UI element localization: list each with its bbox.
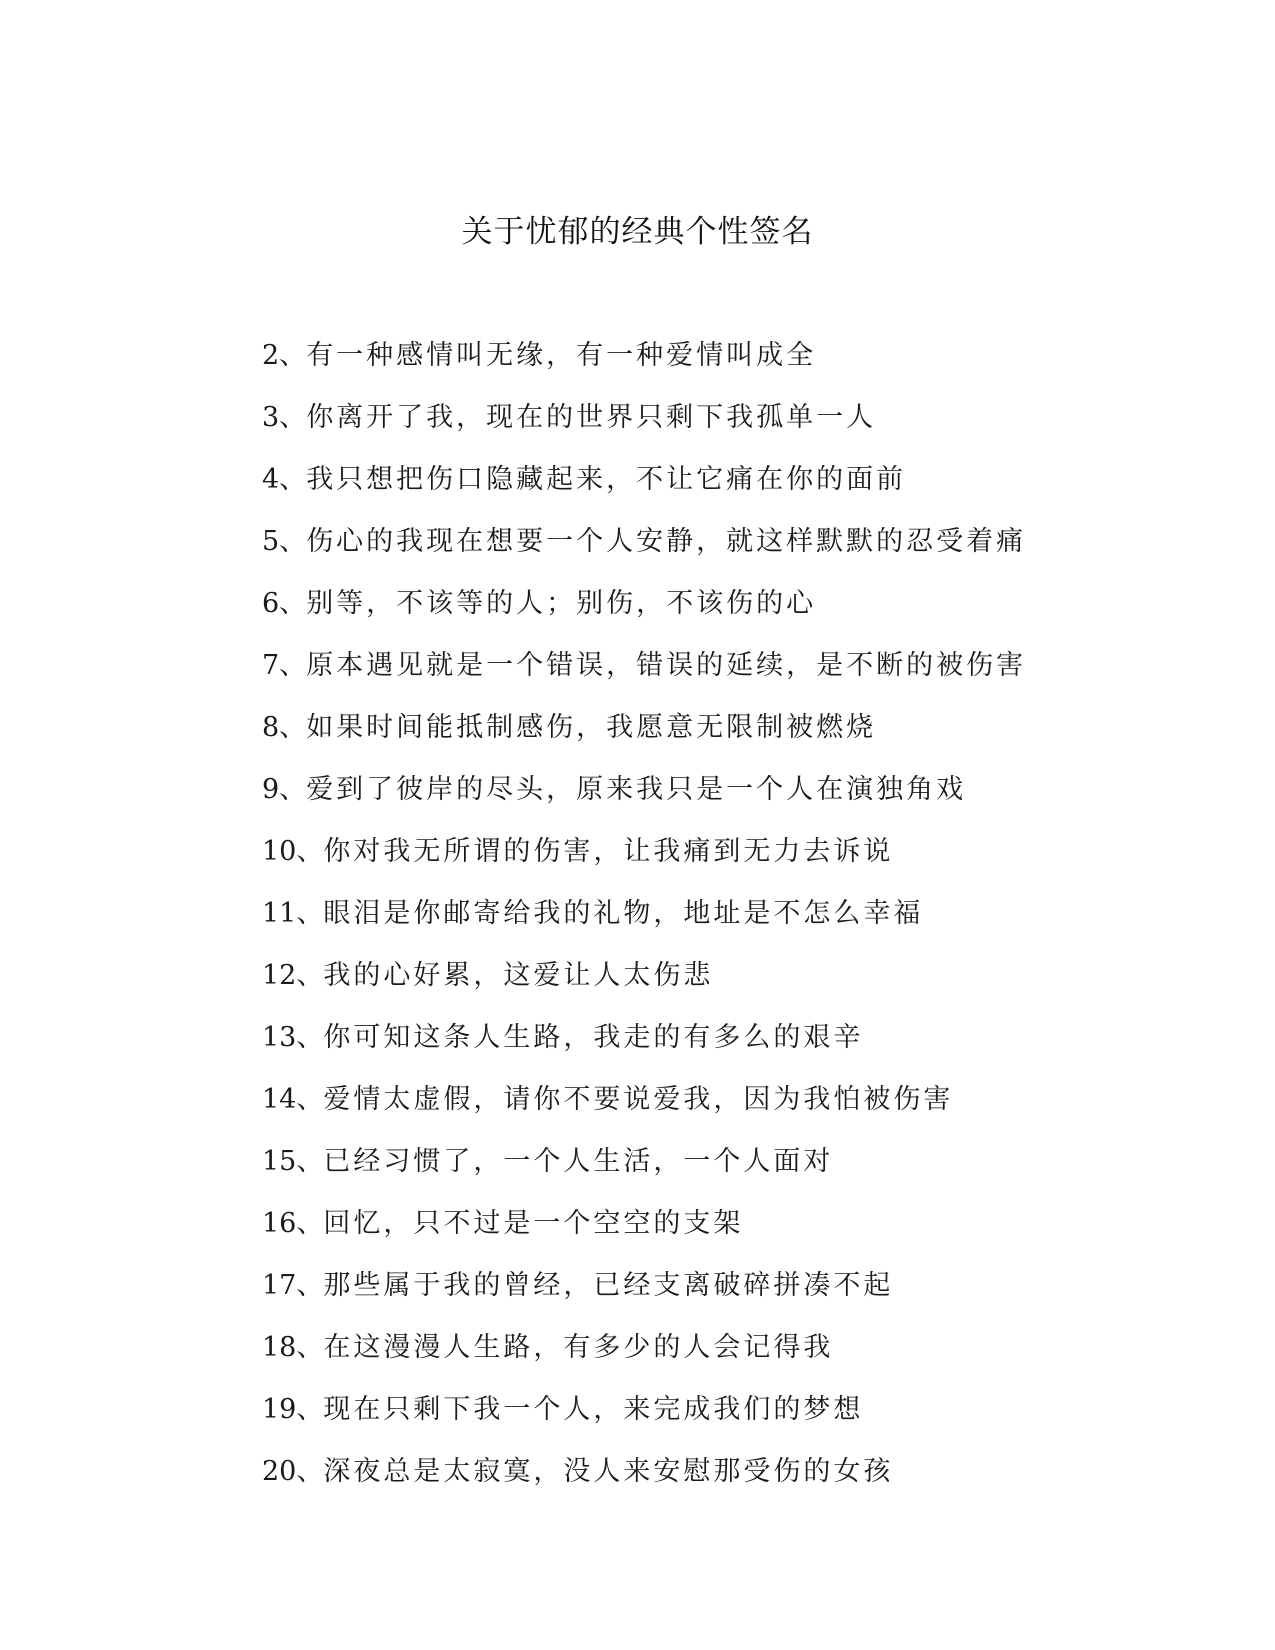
item-number: 2、 (262, 340, 307, 371)
item-text: 你对我无所谓的伤害，让我痛到无力去诉说 (323, 836, 894, 867)
item-number: 16、 (262, 1208, 324, 1239)
item-text: 原本遇见就是一个错误，错误的延续，是不断的被伤害 (306, 650, 1027, 681)
item-text: 眼泪是你邮寄给我的礼物，地址是不怎么幸福 (323, 898, 924, 929)
list-item (262, 759, 1162, 821)
item-number: 10、 (262, 836, 324, 867)
item-number: 11、 (262, 898, 324, 929)
item-text: 爱到了彼岸的尽头，原来我只是一个人在演独角戏 (306, 774, 967, 805)
item-number: 3、 (262, 402, 307, 433)
list-item (262, 945, 1162, 1007)
item-text: 现在只剩下我一个人，来完成我们的梦想 (323, 1394, 864, 1425)
item-text: 已经习惯了，一个人生活，一个人面对 (323, 1146, 834, 1177)
item-number: 5、 (262, 526, 307, 557)
list-item (262, 635, 1162, 697)
item-text: 爱情太虚假，请你不要说爱我，因为我怕被伤害 (323, 1084, 954, 1115)
item-number: 6、 (262, 588, 307, 619)
item-number: 17、 (262, 1270, 324, 1301)
list-item (262, 387, 1162, 449)
item-text: 你离开了我，现在的世界只剩下我孤单一人 (306, 402, 877, 433)
list-item (262, 1441, 1162, 1503)
item-number: 4、 (262, 464, 307, 495)
list-item (262, 1131, 1162, 1193)
list-item (262, 511, 1162, 573)
signature-list (262, 325, 1162, 1503)
list-item (262, 449, 1162, 511)
list-item (262, 883, 1162, 945)
item-text: 伤心的我现在想要一个人安静，就这样默默的忍受着痛 (306, 526, 1027, 557)
item-number: 12、 (262, 960, 324, 991)
item-text: 回忆，只不过是一个空空的支架 (323, 1208, 744, 1239)
item-text: 我只想把伤口隐藏起来，不让它痛在你的面前 (306, 464, 907, 495)
item-text: 有一种感情叫无缘，有一种爱情叫成全 (306, 340, 817, 371)
list-item (262, 1317, 1162, 1379)
item-number: 18、 (262, 1332, 324, 1363)
list-item (262, 1193, 1162, 1255)
list-item (262, 1379, 1162, 1441)
item-text: 如果时间能抵制感伤，我愿意无限制被燃烧 (306, 712, 877, 743)
list-item (262, 1255, 1162, 1317)
list-item (262, 325, 1162, 387)
item-text: 深夜总是太寂寞，没人来安慰那受伤的女孩 (323, 1456, 894, 1487)
item-text: 我的心好累，这爱让人太伤悲 (323, 960, 714, 991)
item-text: 你可知这条人生路，我走的有多么的艰辛 (323, 1022, 864, 1053)
list-item (262, 1007, 1162, 1069)
list-item (262, 1069, 1162, 1131)
item-number: 7、 (262, 650, 307, 681)
item-number: 15、 (262, 1146, 324, 1177)
item-text: 在这漫漫人生路，有多少的人会记得我 (323, 1332, 834, 1363)
item-number: 20、 (262, 1456, 324, 1487)
item-number: 19、 (262, 1394, 324, 1425)
page-title: 关于忧郁的经典个性签名 (461, 214, 814, 250)
item-number: 14、 (262, 1084, 324, 1115)
item-number: 13、 (262, 1022, 324, 1053)
list-item (262, 697, 1162, 759)
item-text: 那些属于我的曾经，已经支离破碎拼凑不起 (323, 1270, 894, 1301)
list-item (262, 821, 1162, 883)
item-number: 8、 (262, 712, 307, 743)
item-text: 别等，不该等的人；别伤，不该伤的心 (306, 588, 817, 619)
item-number: 9、 (262, 774, 307, 805)
list-item (262, 573, 1162, 635)
